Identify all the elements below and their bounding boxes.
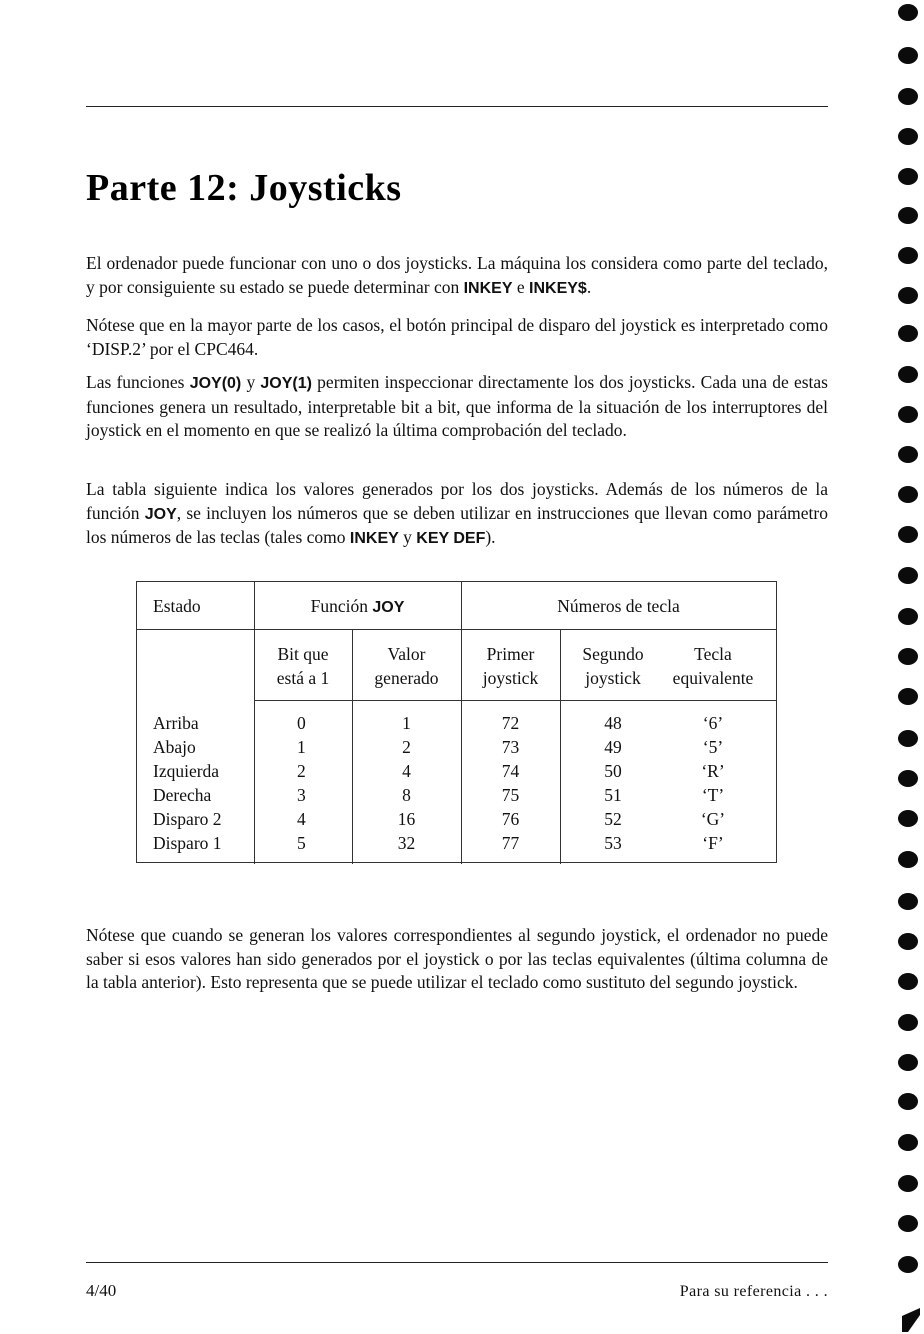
- keyword-joy1: JOY(1): [260, 375, 312, 392]
- paragraph-disp2-note: Nótese que en la mayor parte de los casos, el botón principal de disparo del joystick es interpretado como ‘DISP.2’ por el CPC464.: [86, 315, 828, 359]
- binding-hole-icon: [898, 851, 918, 868]
- subheader-line: Valor: [387, 644, 426, 664]
- binding-hole-icon: [898, 128, 918, 145]
- table-cell-bit: 0: [297, 713, 306, 733]
- subheader-tecla-equivalente: [656, 642, 770, 690]
- binding-hole-icon: [898, 406, 918, 423]
- page-number: 4/40: [86, 1281, 117, 1300]
- binding-hole-icon: [898, 1256, 918, 1273]
- table-cell-bit: 2: [297, 761, 306, 781]
- table-cell-estado: Derecha: [153, 785, 212, 805]
- binding-hole-icon: [898, 325, 918, 342]
- subheader-line: Tecla: [694, 644, 732, 664]
- bottom-rule: [86, 1262, 828, 1263]
- paragraph-text: .: [586, 276, 592, 297]
- table-cell-valor: 4: [402, 761, 411, 781]
- table-cell-estado: Disparo 2: [153, 809, 222, 829]
- table-cell-segundo: 50: [604, 761, 622, 781]
- subheader-line: Segundo: [582, 644, 644, 664]
- joystick-table: [136, 581, 777, 863]
- binding-hole-icon: [898, 688, 918, 705]
- table-header-rule: [137, 629, 776, 630]
- keyword-inkey: INKEY: [463, 279, 513, 297]
- table-cell-tecla: ‘G’: [700, 809, 726, 829]
- top-rule: [86, 106, 828, 107]
- table-cell-primer: 77: [501, 833, 520, 853]
- table-subheader-rule: [254, 700, 776, 701]
- table-cell-segundo: 48: [604, 713, 622, 733]
- paragraph-text: permiten inspeccionar directamente los dos joysticks. Cada una de estas funciones genera un resultado, interpretable bit a bit, que informa de la situación de los interruptores del joystick en el momento en que se realizó la última comprobación del teclado.: [86, 372, 828, 440]
- binding-hole-icon: [898, 88, 918, 105]
- binding-hole-icon: [898, 608, 918, 625]
- table-cell-primer: 75: [501, 785, 520, 805]
- page-corner-mark-icon: [898, 1302, 924, 1334]
- paragraph-text: La tabla siguiente indica los valores generados por los dos joysticks. Además de los números de la función: [86, 479, 828, 523]
- binding-hole-icon: [898, 4, 918, 21]
- binding-hole-icon: [898, 446, 918, 463]
- binding-hole-icon: [898, 730, 918, 747]
- binding-hole-icon: [898, 1054, 918, 1071]
- subheader-line: está a 1: [276, 668, 330, 688]
- binding-hole-icon: [898, 1014, 918, 1031]
- binding-hole-icon: [898, 526, 918, 543]
- subheader-line: Primer: [486, 644, 535, 664]
- table-cell-segundo: 49: [604, 737, 622, 757]
- paragraph-text: , se incluyen los números que se deben utilizar en instrucciones que llevan como parámetro los números de las teclas (tales como: [86, 502, 828, 547]
- table-cell-segundo: 52: [604, 809, 622, 829]
- binding-hole-icon: [898, 1093, 918, 1110]
- table-cell-primer: 74: [501, 761, 520, 781]
- keyword-inkey-string: INKEY$: [529, 279, 587, 297]
- binding-hole-icon: [898, 486, 918, 503]
- table-cell-segundo: 51: [604, 785, 622, 805]
- binding-hole-icon: [898, 567, 918, 584]
- table-cell-primer: 72: [501, 713, 520, 733]
- binding-hole-icon: [898, 287, 918, 304]
- keyword-joy0: JOY(0): [189, 375, 242, 392]
- paragraph-text: y: [398, 527, 417, 547]
- keyword-joy: JOY: [144, 505, 177, 523]
- table-cell-bit: 1: [297, 737, 306, 757]
- subheader-line: joystick: [482, 668, 539, 688]
- table-cell-estado: Arriba: [153, 713, 199, 733]
- table-cell-estado: Izquierda: [153, 761, 220, 781]
- subheader-bit: [254, 642, 352, 690]
- binding-hole-icon: [898, 47, 918, 64]
- binding-hole-icon: [898, 207, 918, 224]
- binding-hole-icon: [898, 893, 918, 910]
- header-funcion-label: Función: [310, 596, 373, 616]
- header-numeros-de-tecla: Números de tecla: [557, 596, 680, 616]
- subheader-segundo-joystick: [570, 642, 656, 690]
- table-cell-valor: 16: [397, 809, 416, 829]
- table-cell-primer: 73: [501, 737, 520, 757]
- header-funcion-joy: [254, 594, 461, 620]
- table-cell-tecla: ‘F’: [702, 833, 724, 853]
- table-divider: [254, 582, 255, 864]
- subheader-valor: [352, 642, 461, 690]
- subheader-line: Bit que: [277, 644, 329, 664]
- table-divider: [560, 629, 561, 864]
- table-cell-valor: 32: [397, 833, 416, 853]
- table-cell-tecla: ‘R’: [701, 761, 725, 781]
- paragraph-text: y: [241, 372, 261, 392]
- paragraph-text: El ordenador puede funcionar con uno o dos joysticks. La máquina los considera como parte del teclado, y por consiguiente su estado se puede determinar con: [86, 253, 828, 297]
- binding-hole-icon: [898, 1134, 918, 1151]
- table-cell-primer: 76: [501, 809, 520, 829]
- subheader-line: equivalente: [672, 668, 754, 688]
- keyword-joy: JOY: [372, 599, 405, 616]
- paragraph-text: Las funciones: [86, 372, 190, 392]
- table-cell-valor: 1: [402, 713, 411, 733]
- paragraph-joy-functions: [86, 371, 828, 443]
- table-cell-tecla: ‘5’: [702, 737, 724, 757]
- subheader-line: generado: [374, 668, 439, 688]
- table-cell-bit: 4: [297, 809, 306, 829]
- table-cell-tecla: ‘6’: [702, 713, 724, 733]
- subheader-line: joystick: [585, 668, 641, 688]
- paragraph-text: ).: [485, 527, 496, 547]
- table-cell-estado: Disparo 1: [153, 833, 222, 853]
- binding-hole-icon: [898, 1175, 918, 1192]
- keyword-inkey: INKEY: [349, 530, 399, 547]
- keyword-key-def: KEY DEF: [416, 530, 486, 547]
- binding-hole-icon: [898, 770, 918, 787]
- paragraph-second-joystick-note: Nótese que cuando se generan los valores correspondientes al segundo joystick, el ordenador no puede saber si esos valores han sido generados por el joystick o por las teclas equivalentes (última columna de la tabla anterior). Esto representa que se puede utilizar el teclado como sustituto del segundo joystick.: [86, 925, 828, 992]
- footer-section-label: Para su referencia . . .: [679, 1283, 828, 1300]
- table-cell-bit: 3: [297, 785, 306, 805]
- binding-hole-icon: [898, 973, 918, 990]
- header-estado: Estado: [153, 596, 201, 616]
- binding-hole-icon: [898, 648, 918, 665]
- paragraph-intro: [86, 252, 828, 300]
- binding-hole-icon: [898, 1215, 918, 1232]
- page-title: Parte 12: Joysticks: [86, 167, 402, 209]
- table-cell-estado: Abajo: [153, 737, 196, 757]
- subheader-primer-joystick: [461, 642, 560, 690]
- table-cell-valor: 2: [402, 737, 411, 757]
- binding-hole-icon: [898, 366, 918, 383]
- paragraph-text: e: [512, 276, 530, 297]
- spiral-binding-holes-icon: [898, 0, 924, 1334]
- table-cell-segundo: 53: [604, 833, 622, 853]
- table-cell-bit: 5: [297, 833, 306, 853]
- binding-hole-icon: [898, 810, 918, 827]
- binding-hole-icon: [898, 168, 918, 185]
- table-cell-valor: 8: [402, 785, 411, 805]
- binding-hole-icon: [898, 933, 918, 950]
- paragraph-table-intro: [86, 478, 828, 551]
- table-cell-tecla: ‘T’: [701, 785, 725, 805]
- binding-hole-icon: [898, 247, 918, 264]
